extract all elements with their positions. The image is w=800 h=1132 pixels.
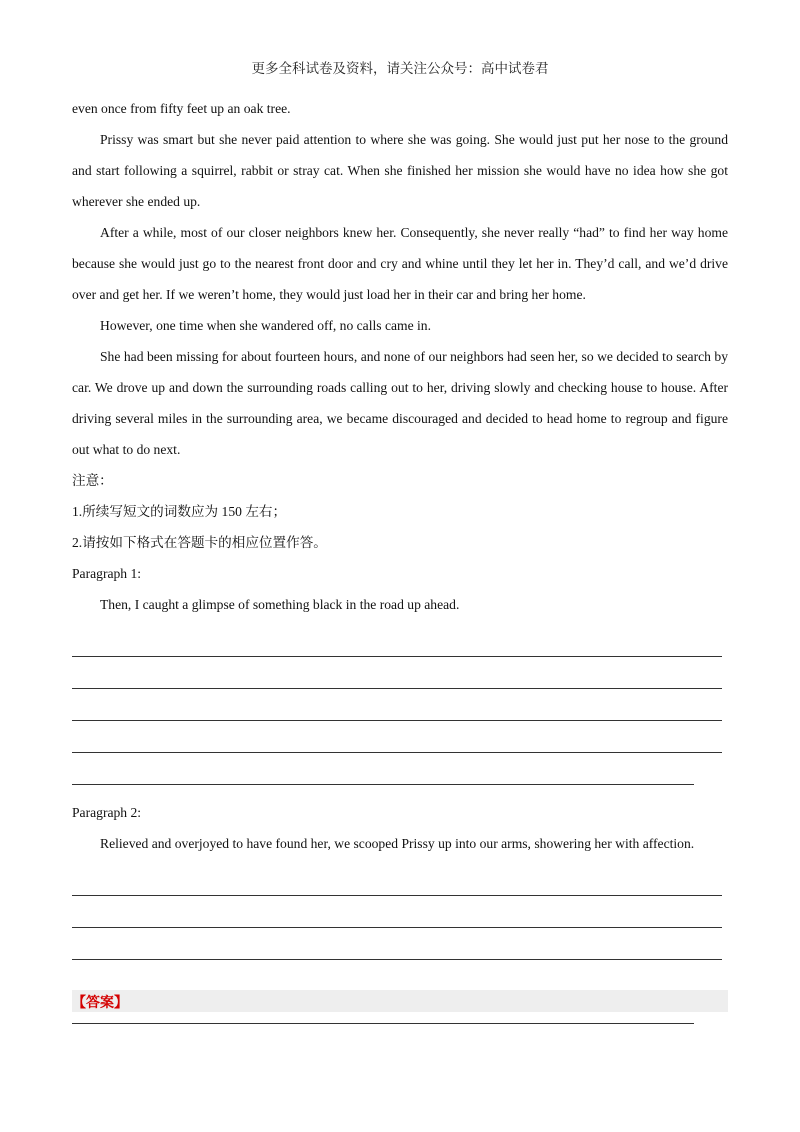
writing-line[interactable]	[72, 656, 722, 657]
story-paragraph-3: However, one time when she wandered off, no calls came in.	[100, 318, 432, 333]
story-paragraph-4: She had been missing for about fourteen hours, and none of our neighbors had seen her, so we decided to search by car. We drove up and down the surrounding roads calling out to her, driving slowly and checking house to house. After driving several miles in the surrounding area, we became discouraged and decided to head home to regroup and figure out what to do next.	[72, 349, 728, 457]
paragraph-2-label: Paragraph 2:	[72, 805, 142, 820]
writing-line[interactable]	[72, 895, 722, 896]
answer-section	[72, 990, 728, 1012]
writing-line[interactable]	[72, 784, 694, 785]
writing-line[interactable]	[72, 688, 722, 689]
paragraph-1-writing-lines	[72, 620, 728, 780]
document-body	[72, 93, 728, 1019]
story-paragraph-1: Prissy was smart but she never paid attention to where she was going. She would just put her nose to the ground and start following a squirrel, rabbit or stray cat. When she finished her mission she would have no idea how she got wherever she ended up.	[72, 132, 728, 209]
writing-line[interactable]	[72, 720, 722, 721]
paragraph-1-opening: Then, I caught a glimpse of something black in the road up ahead.	[100, 597, 460, 612]
writing-line[interactable]	[72, 752, 722, 753]
notes-title: 注意：	[72, 473, 113, 488]
story-paragraph-0: even once from fifty feet up an oak tree.	[72, 101, 291, 116]
notes-item-1: 1.所续写短文的词数应为 150 左右；	[72, 504, 287, 519]
paragraph-1-label: Paragraph 1:	[72, 566, 142, 581]
writing-line[interactable]	[72, 959, 722, 960]
story-paragraph-2: After a while, most of our closer neighbors knew her. Consequently, she never really “had” to find her way home because she would just go to the nearest front door and cry and whine until they let her in. They’d call, and we’d drive over and get her. If we weren’t home, they would just load her in their car and bring her home.	[72, 225, 728, 302]
writing-line[interactable]	[72, 1023, 694, 1024]
writing-line[interactable]	[72, 927, 722, 928]
answer-label: 【答案】	[72, 995, 128, 1011]
page-header: 更多全科试卷及资料，请关注公众号：高中试卷君	[251, 61, 549, 76]
paragraph-2-opening: Relieved and overjoyed to have found her, we scooped Prissy up into our arms, showering her with affection.	[100, 836, 695, 851]
notes-item-2: 2.请按如下格式在答题卡的相应位置作答。	[72, 535, 327, 550]
